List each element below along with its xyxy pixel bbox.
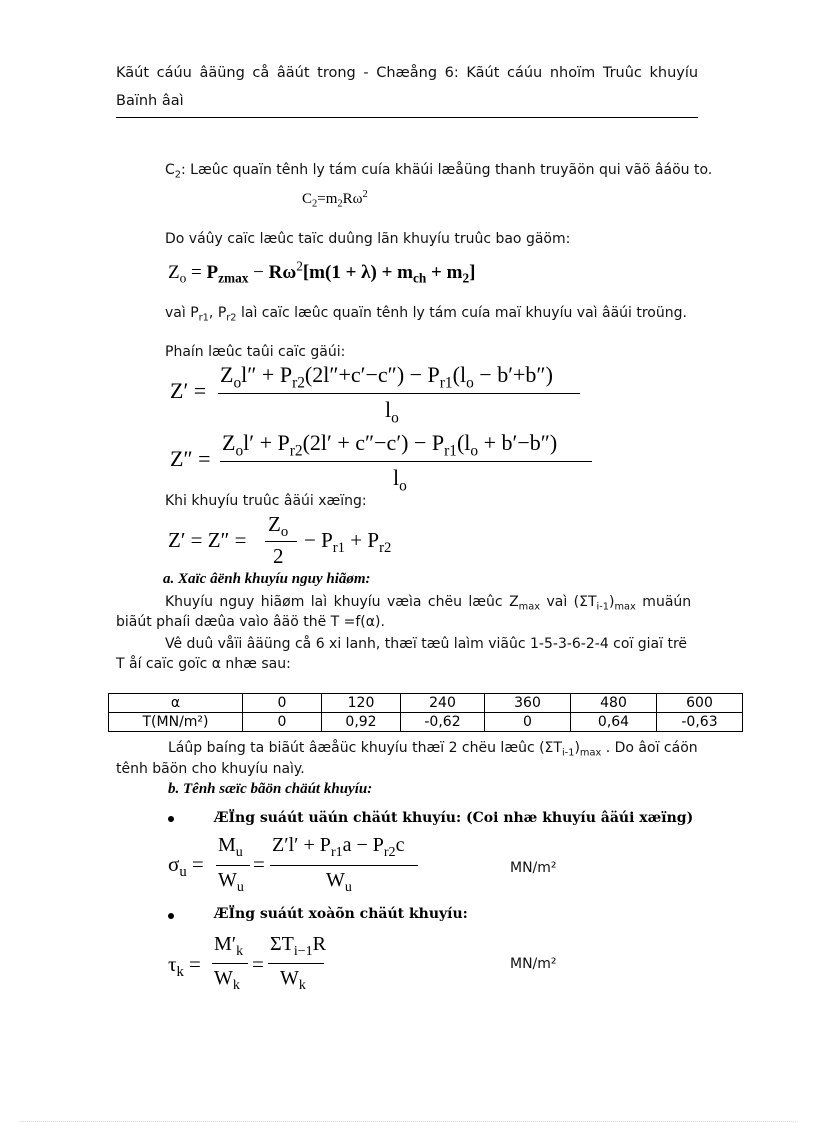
c2-text: : Læûc quaïn tênh ly tám cuía khäúi læåüng thanh truyãön qui vãö âáöu to. <box>181 162 713 178</box>
para-pr: vaì $P_{r1}$, $P_{r2}$ laì caïc læûc quaïn tênh ly tám cuía maï khuyíu vaì âäúi troüng. <box>165 305 687 324</box>
equation-z-double-prime-lhs: Z″ = <box>170 446 211 471</box>
page-bottom-edge <box>20 1121 796 1122</box>
c2-sub: 2 <box>174 169 182 181</box>
table-cell: 0,64 <box>571 713 657 732</box>
table-cell: 0 <box>243 694 322 713</box>
equation-symmetric-denominator: 2 <box>273 544 284 568</box>
equation-sigma-bar1 <box>216 865 250 866</box>
para-lap-line1: Láûp baíng ta biãút âæåüc khuyíu thæï 2 chëu læûc $(\Sigma T_{i-1})_{max}$ . Do âoï cáön <box>168 740 698 759</box>
equation-sigma-lhs: $\sigma_u$ = <box>168 852 204 881</box>
equation-z-prime-fraction-bar <box>218 393 580 394</box>
equation-sigma-eq: = <box>253 852 265 876</box>
bullet-dot <box>168 913 174 919</box>
section-a-heading: a. Xaïc âënh khuyíu nguy hiãøm: <box>163 571 371 587</box>
table-cell: 120 <box>322 694 401 713</box>
table-cell: 0 <box>485 713 571 732</box>
table-cell: 600 <box>657 694 743 713</box>
header-line-2: Baïnh âaì <box>116 93 184 109</box>
section-b-heading: b. Tênh sæïc bãön chäút khuyíu: <box>168 781 373 797</box>
para-a2-line1: Vê duû våïi âäüng cå 6 xi lanh, thæï tæû laìm viãûc 1-5-3-6-2-4 coï giaï trë <box>165 636 688 652</box>
table-cell: α <box>109 694 243 713</box>
unit-tau: MN/m² <box>510 956 557 972</box>
equation-tau-num1: $M'_k$ <box>214 933 244 959</box>
table-row <box>109 694 743 713</box>
equation-z-prime-lhs: Z′ = <box>170 378 207 403</box>
c2-prefix: C <box>165 162 175 178</box>
equation-tau-den2: $W_k$ <box>280 967 306 993</box>
para-a2-line2: T åí caïc goïc α nhæ sau: <box>116 656 291 672</box>
para-khi: Khi khuyíu truûc âäúi xæïng: <box>165 493 367 509</box>
table-cell: -0,62 <box>401 713 485 732</box>
equation-z0: $Z_o = P_{zmax} - R\omega^2[m(1 + \lambda) + m_{ch} + m_2]$ <box>168 258 476 286</box>
equation-sigma-num2: $Z'l' + P_{r1}a - P_{r2}c$ <box>272 834 405 860</box>
equation-sigma-den1: $W_u$ <box>218 869 244 895</box>
equation-tau-num2: $\Sigma T_{i-1}R$ <box>270 933 326 959</box>
c2-formula: $C_2=m_2R\omega^2$ <box>302 189 368 210</box>
bullet-2-text: ÆÏng suáút xoàõn chäút khuyíu: <box>214 906 468 922</box>
table-cell: 360 <box>485 694 571 713</box>
equation-sigma-den2: $W_u$ <box>326 869 352 895</box>
table-cell: 480 <box>571 694 657 713</box>
equation-z-double-prime-fraction-bar <box>220 461 592 462</box>
equation-symmetric-rhs: − $P_{r1} + P_{r2}$ <box>304 528 392 557</box>
c2-paragraph <box>165 162 713 181</box>
para-lap-line2: tênh bãön cho khuyíu naìy. <box>116 761 305 777</box>
equation-symmetric-fraction-bar <box>265 541 297 542</box>
table-cell: -0,63 <box>657 713 743 732</box>
equation-tau-lhs: $\tau_k$ = <box>168 952 201 981</box>
bullet-1-text: ÆÏng suáút uäún chäút khuyíu: (Coi nhæ khuyíu âäúi xæïng) <box>214 810 694 826</box>
header-rule <box>116 117 698 118</box>
equation-sigma-num1: $M_u$ <box>218 834 243 860</box>
equation-tau-den1: $W_k$ <box>214 967 240 993</box>
header-line-1: Kãút cáúu âäüng cå âäút trong - Chæång 6: Kãút cáúu nhoïm Truûc khuyíu <box>116 65 699 81</box>
equation-z-prime-denominator: $l_o$ <box>385 397 399 427</box>
table-cell: 240 <box>401 694 485 713</box>
equation-z-prime-numerator: $Z_ol'' + P_{r2}(2l''+c'-c'') - P_{r1}(l_o - b'+b'')$ <box>220 362 553 392</box>
para-a1-line1: Khuyíu nguy hiãøm laì khuyíu væìa chëu læûc $Z_{max}$ vaì $(\Sigma T_{i-1})_{max}$ muäún <box>165 594 692 613</box>
bullet-dot <box>168 816 174 822</box>
equation-symmetric: Z′ = Z″ = <box>168 528 247 552</box>
equation-symmetric-numerator: $Z_o$ <box>268 512 289 541</box>
unit-sigma: MN/m² <box>510 860 557 876</box>
table-cell: T(MN/m²) <box>109 713 243 732</box>
equation-tau-bar2 <box>268 963 324 964</box>
equation-sigma-bar2 <box>270 865 418 866</box>
torque-table <box>108 693 743 732</box>
equation-tau-eq: = <box>252 952 264 976</box>
para-a1-line2: biãút phaíi dæûa vaìo âäö thë T =f(α). <box>116 614 385 630</box>
table-row <box>109 713 743 732</box>
para-do-vay: Do váûy caïc læûc taïc duûng lãn khuyíu truûc bao gäöm: <box>165 231 571 247</box>
para-phan-luc: Phaín læûc taûi caïc gäúi: <box>165 344 346 360</box>
equation-z-double-prime-denominator: $l_o$ <box>393 465 407 495</box>
equation-tau-bar1 <box>212 963 248 964</box>
equation-z-double-prime-numerator: $Z_ol' + P_{r2}(2l' + c''-c') - P_{r1}(l_o + b'-b'')$ <box>222 430 558 460</box>
table-cell: 0,92 <box>322 713 401 732</box>
table-cell: 0 <box>243 713 322 732</box>
